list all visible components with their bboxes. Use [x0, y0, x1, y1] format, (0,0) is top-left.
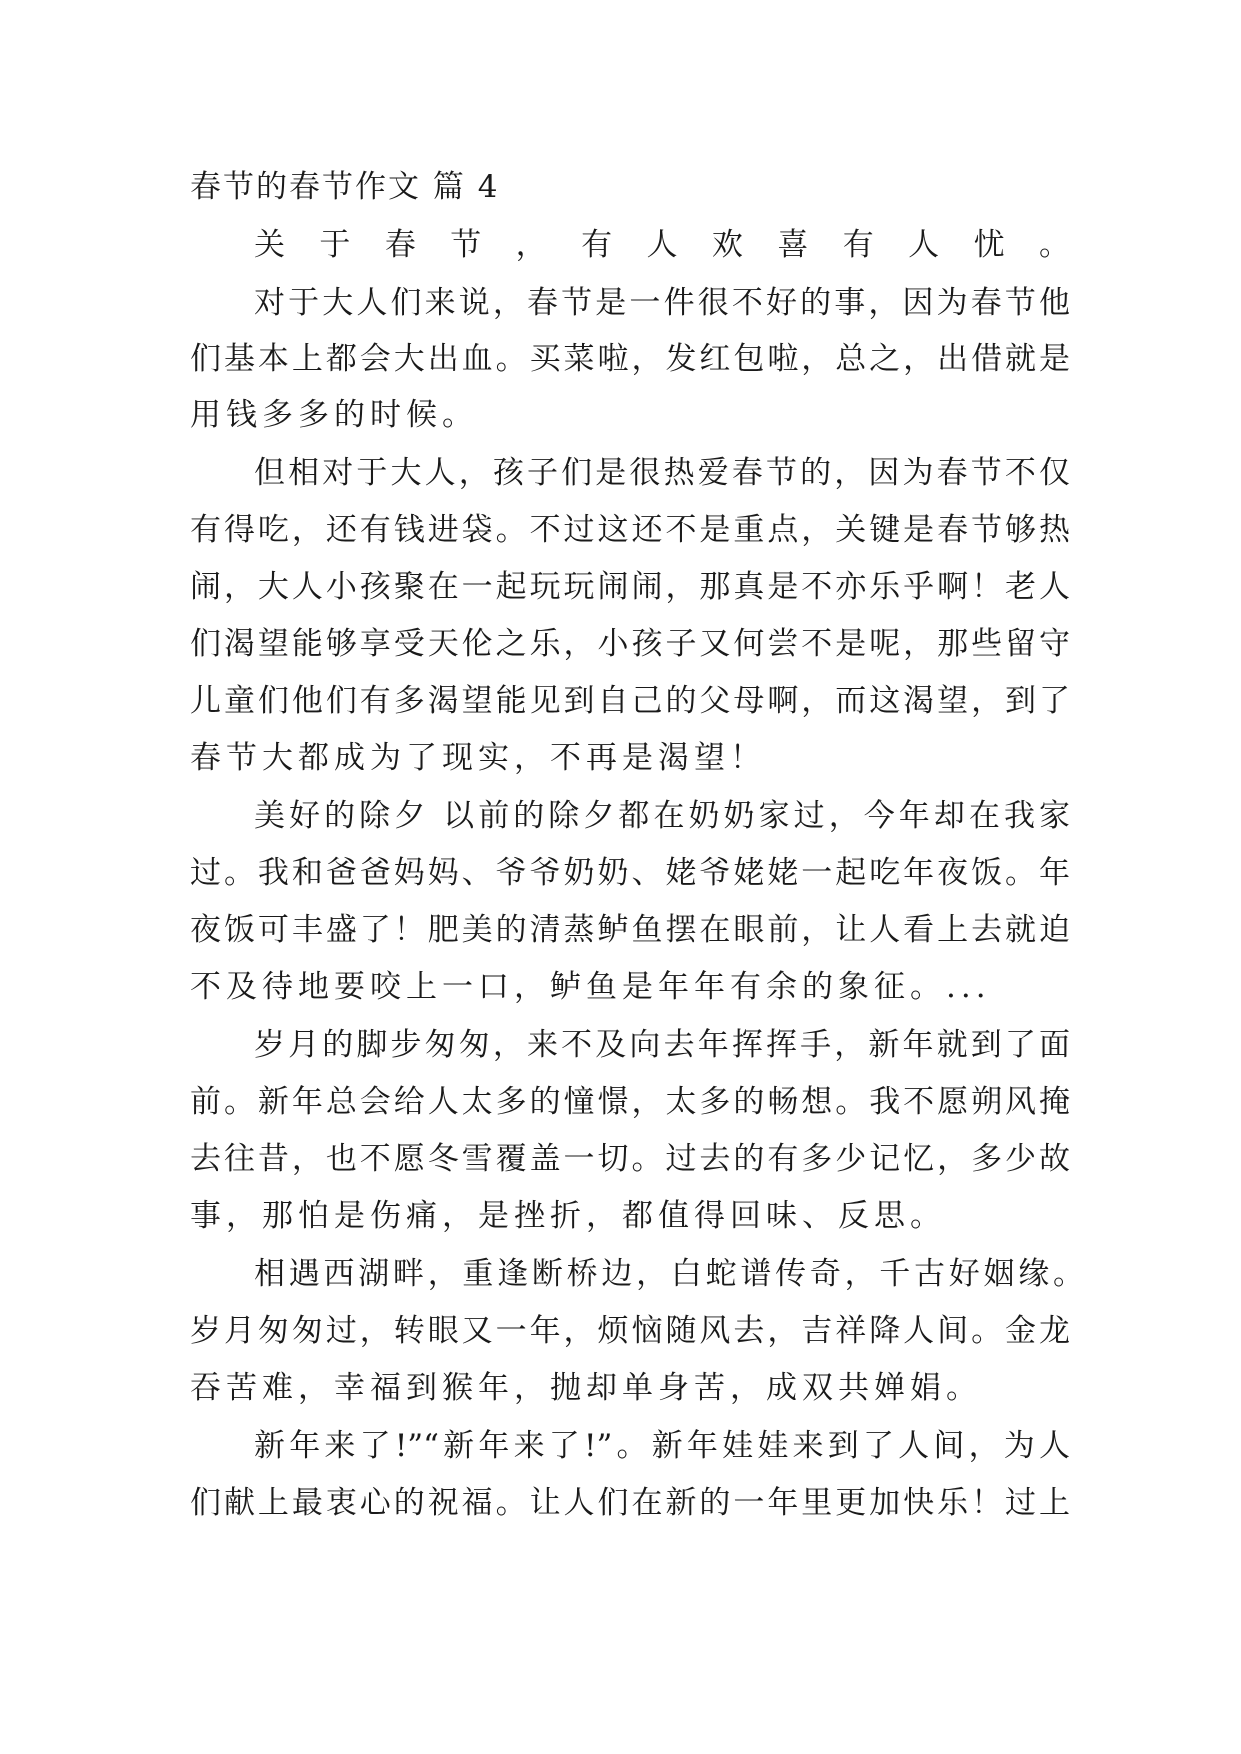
text-line: 有得吃，还有钱进袋。不过这还不是重点，关键是春节够热: [190, 512, 1070, 548]
text-line: 夜饭可丰盛了！肥美的清蒸鲈鱼摆在眼前，让人看上去就迫: [190, 912, 1070, 948]
text-line: 用钱多多的时候。: [190, 397, 478, 433]
text-line: 对于大人们来说，春节是一件很不好的事，因为春节他: [254, 285, 1070, 321]
text-line: 事，那怕是伤痛，是挫折，都值得回味、反思。: [190, 1198, 946, 1234]
text-line: 们渴望能够享受天伦之乐，小孩子又何尝不是呢，那些留守: [190, 626, 1070, 662]
text-line: 们献上最衷心的祝福。让人们在新的一年里更加快乐！过上: [190, 1485, 1070, 1521]
text-line: 相遇西湖畔，重逢断桥边，白蛇谱传奇，千古好姻缘。: [254, 1256, 1084, 1292]
text-line: 新年来了!”“新年来了!”。新年娃娃来到了人间，为人: [254, 1428, 1070, 1464]
text-line: 过。我和爸爸妈妈、爷爷奶奶、姥爷姥姥一起吃年夜饭。年: [190, 855, 1070, 891]
text-line: 不及待地要咬上一口，鲈鱼是年年有余的象征。...: [190, 969, 991, 1005]
text-line: 吞苦难，幸福到猴年，抛却单身苦，成双共婵娟。: [190, 1370, 982, 1406]
text-line: 关于春节，有人欢喜有人忧。: [254, 227, 1070, 263]
text-line: 岁月匆匆过，转眼又一年，烦恼随风去，吉祥降人间。金龙: [190, 1313, 1070, 1349]
text-line: 闹，大人小孩聚在一起玩玩闹闹，那真是不亦乐乎啊！老人: [190, 569, 1070, 605]
text-line: 美好的除夕 以前的除夕都在奶奶家过，今年却在我家: [254, 798, 1070, 834]
document-title: 春节的春节作文 篇 4: [190, 169, 500, 205]
text-line: 岁月的脚步匆匆，来不及向去年挥挥手，新年就到了面: [254, 1027, 1070, 1063]
text-line: 去往昔，也不愿冬雪覆盖一切。过去的有多少记忆，多少故: [190, 1141, 1070, 1177]
text-line: 春节大都成为了现实，不再是渴望！: [190, 740, 766, 776]
text-line: 们基本上都会大出血。买菜啦，发红包啦，总之，出借就是: [190, 341, 1070, 377]
text-line: 儿童们他们有多渴望能见到自己的父母啊，而这渴望，到了: [190, 683, 1070, 719]
text-line: 但相对于大人，孩子们是很热爱春节的，因为春节不仅: [254, 455, 1070, 491]
text-line: 前。新年总会给人太多的憧憬，太多的畅想。我不愿朔风掩: [190, 1084, 1070, 1120]
